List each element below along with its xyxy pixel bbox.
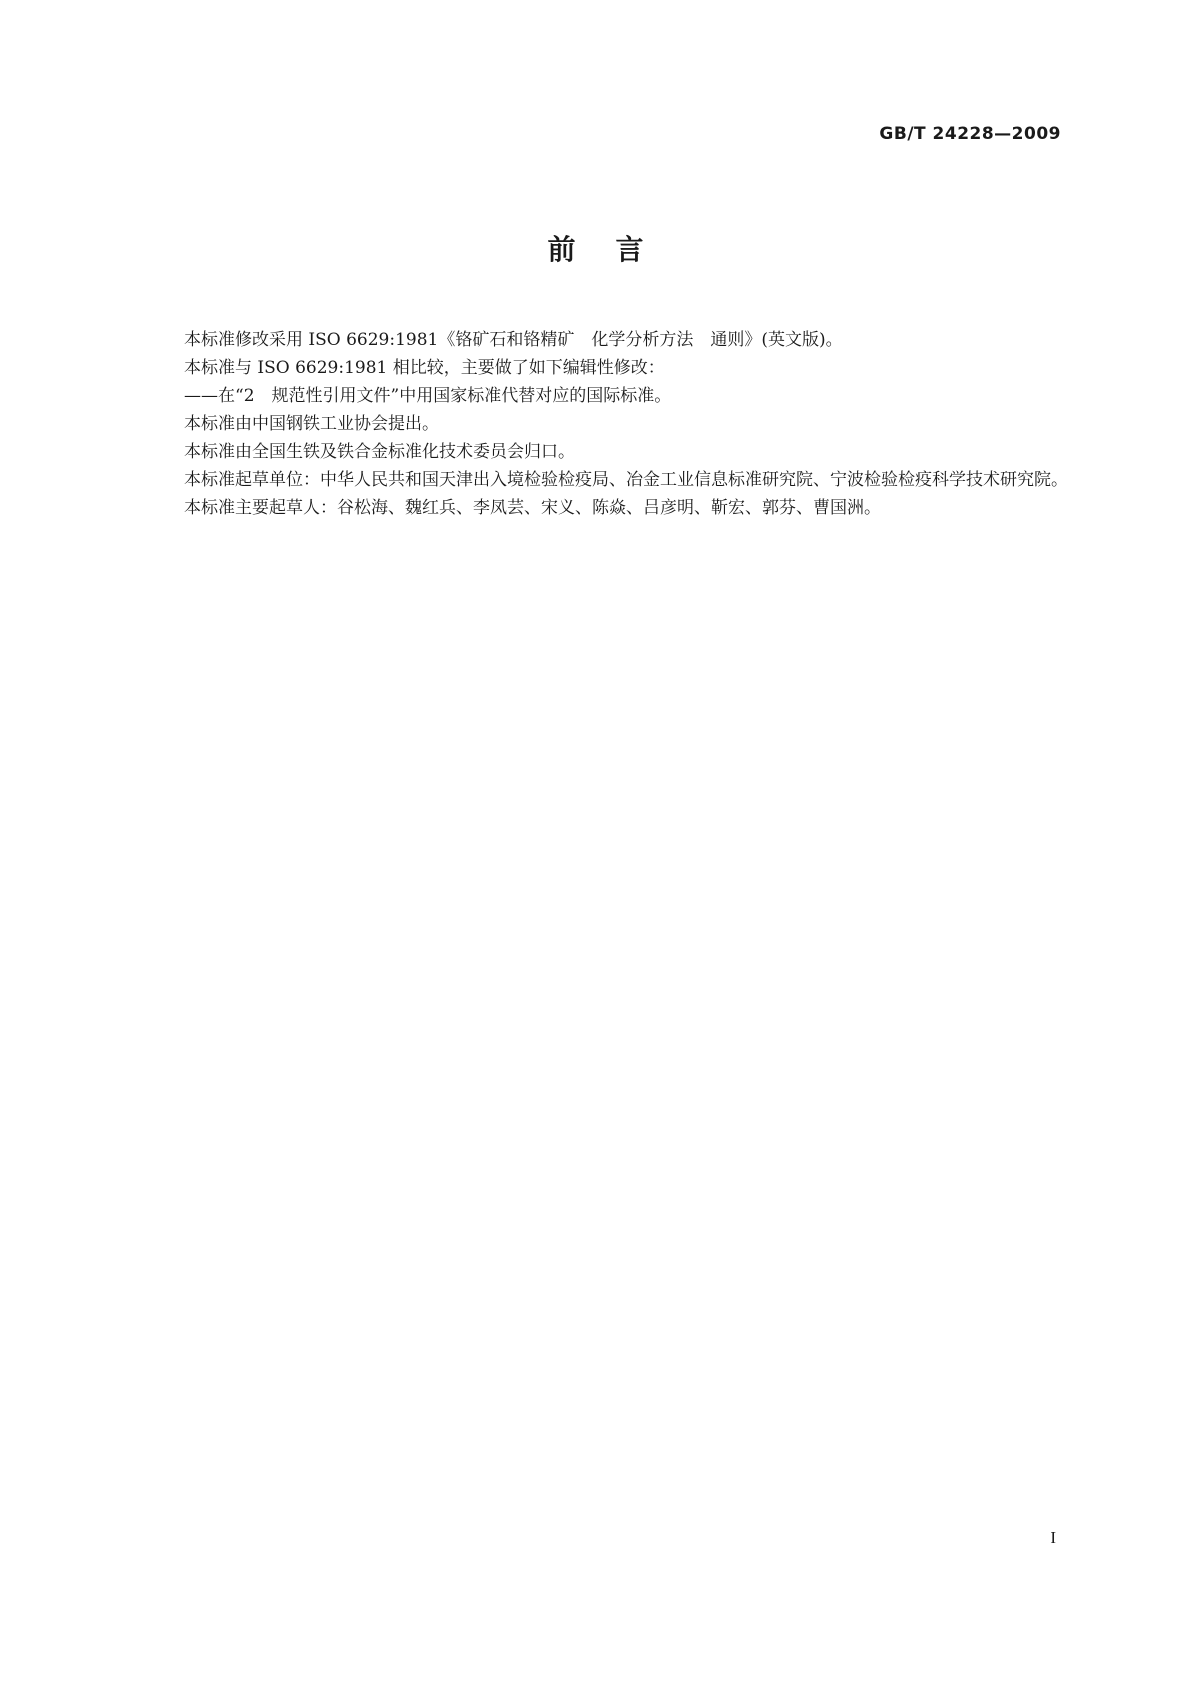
paragraph-comparison: 本标准与 ISO 6629:1981 相比较，主要做了如下编辑性修改：: [184, 358, 665, 378]
paragraph-drafting-units: 本标准起草单位：中华人民共和国天津出入境检验检疫局、冶金工业信息标准研究院、宁波检验检疫科学技术研究院。: [184, 470, 1068, 490]
page-title: 前言: [547, 233, 684, 266]
foreword-body: [150, 326, 1070, 522]
paragraph-modification-item: ——在“2 规范性引用文件”中用国家标准代替对应的国际标准。: [184, 386, 672, 406]
paragraph-drafters: 本标准主要起草人：谷松海、魏红兵、李凤芸、宋义、陈焱、吕彦明、靳宏、郭芬、曹国洲。: [184, 498, 881, 518]
standard-number: GB/T 24228—2009: [879, 124, 1061, 144]
paragraph-adoption: 本标准修改采用 ISO 6629:1981《铬矿石和铬精矿 化学分析方法 通则》(英文版)。: [184, 330, 843, 350]
paragraph-proposer: 本标准由中国钢铁工业协会提出。: [184, 414, 439, 434]
page-number: I: [1050, 1528, 1056, 1547]
paragraph-administrator: 本标准由全国生铁及铁合金标准化技术委员会归口。: [184, 442, 575, 462]
